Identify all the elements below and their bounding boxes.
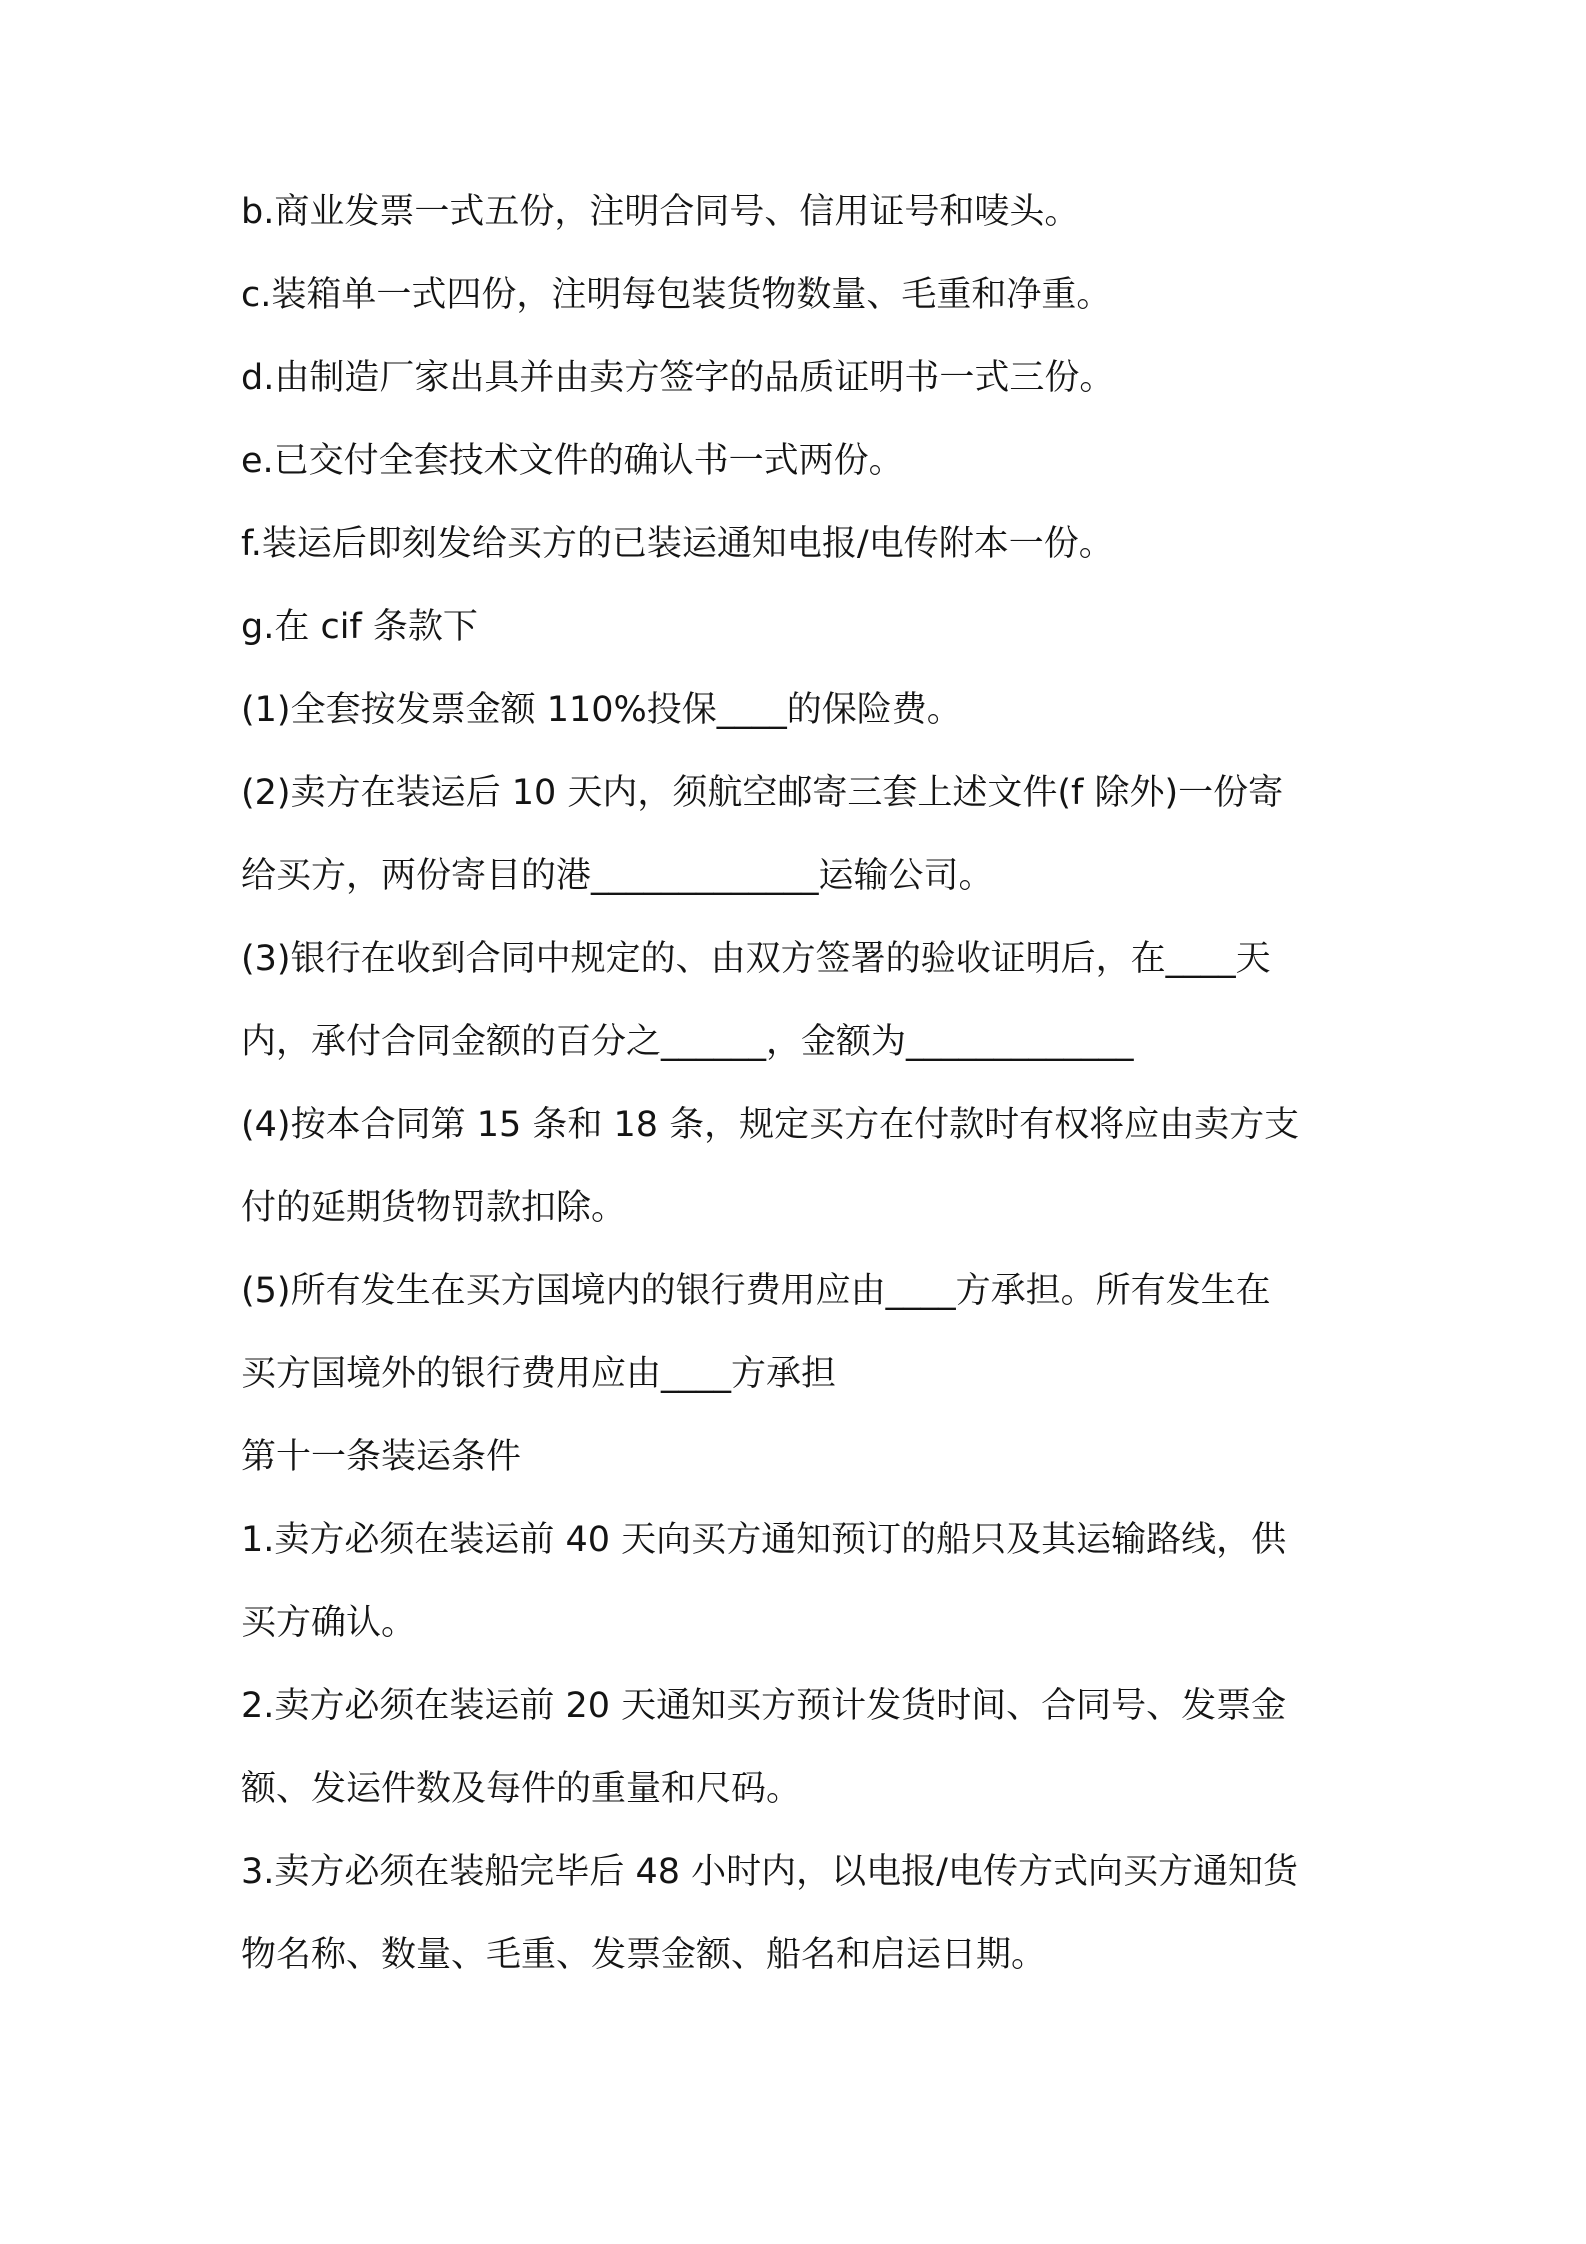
- text-line-g1: (1)全套按发票金额 110%投保____的保险费。: [241, 690, 962, 730]
- text-line-1-cont: 买方确认。: [241, 1603, 417, 1643]
- text-line-c: c.装箱单一式四份，注明每包装货物数量、毛重和净重。: [241, 275, 1112, 315]
- text-line-2-cont: 额、发运件数及每件的重量和尺码。: [241, 1769, 802, 1809]
- text-line-g: g.在 cif 条款下: [241, 607, 478, 647]
- text-line-g5: (5)所有发生在买方国境内的银行费用应由____方承担。所有发生在: [241, 1271, 1271, 1311]
- document-body: [241, 192, 1361, 2018]
- text-line-b: b.商业发票一式五份，注明合同号、信用证号和唛头。: [241, 192, 1080, 232]
- text-line-3: 3.卖方必须在装船完毕后 48 小时内，以电报/电传方式向买方通知货: [241, 1852, 1298, 1892]
- text-line-3-cont: 物名称、数量、毛重、发票金额、船名和启运日期。: [241, 1935, 1047, 1975]
- text-line-1: 1.卖方必须在装运前 40 天向买方通知预订的船只及其运输路线，供: [241, 1520, 1287, 1560]
- text-line-g2: (2)卖方在装运后 10 天内，须航空邮寄三套上述文件(f 除外)一份寄: [241, 773, 1284, 813]
- section-heading: 第十一条装运条件: [241, 1437, 522, 1477]
- text-line-e: e.已交付全套技术文件的确认书一式两份。: [241, 441, 904, 481]
- text-line-g4-cont: 付的延期货物罚款扣除。: [241, 1188, 627, 1228]
- text-line-d: d.由制造厂家出具并由卖方签字的品质证明书一式三份。: [241, 358, 1115, 398]
- text-line-2: 2.卖方必须在装运前 20 天通知买方预计发货时间、合同号、发票金: [241, 1686, 1287, 1726]
- text-line-g5-cont: 买方国境外的银行费用应由____方承担: [241, 1354, 837, 1394]
- text-line-g2-cont: 给买方，两份寄目的港_____________运输公司。: [241, 856, 994, 896]
- text-line-f: f.装运后即刻发给买方的已装运通知电报/电传附本一份。: [241, 524, 1114, 564]
- text-line-g3: (3)银行在收到合同中规定的、由双方签署的验收证明后，在____天: [241, 939, 1271, 979]
- text-line-g4: (4)按本合同第 15 条和 18 条，规定买方在付款时有权将应由卖方支: [241, 1105, 1300, 1145]
- text-line-g3-cont: 内，承付合同金额的百分之______，金额为_____________: [241, 1022, 1134, 1062]
